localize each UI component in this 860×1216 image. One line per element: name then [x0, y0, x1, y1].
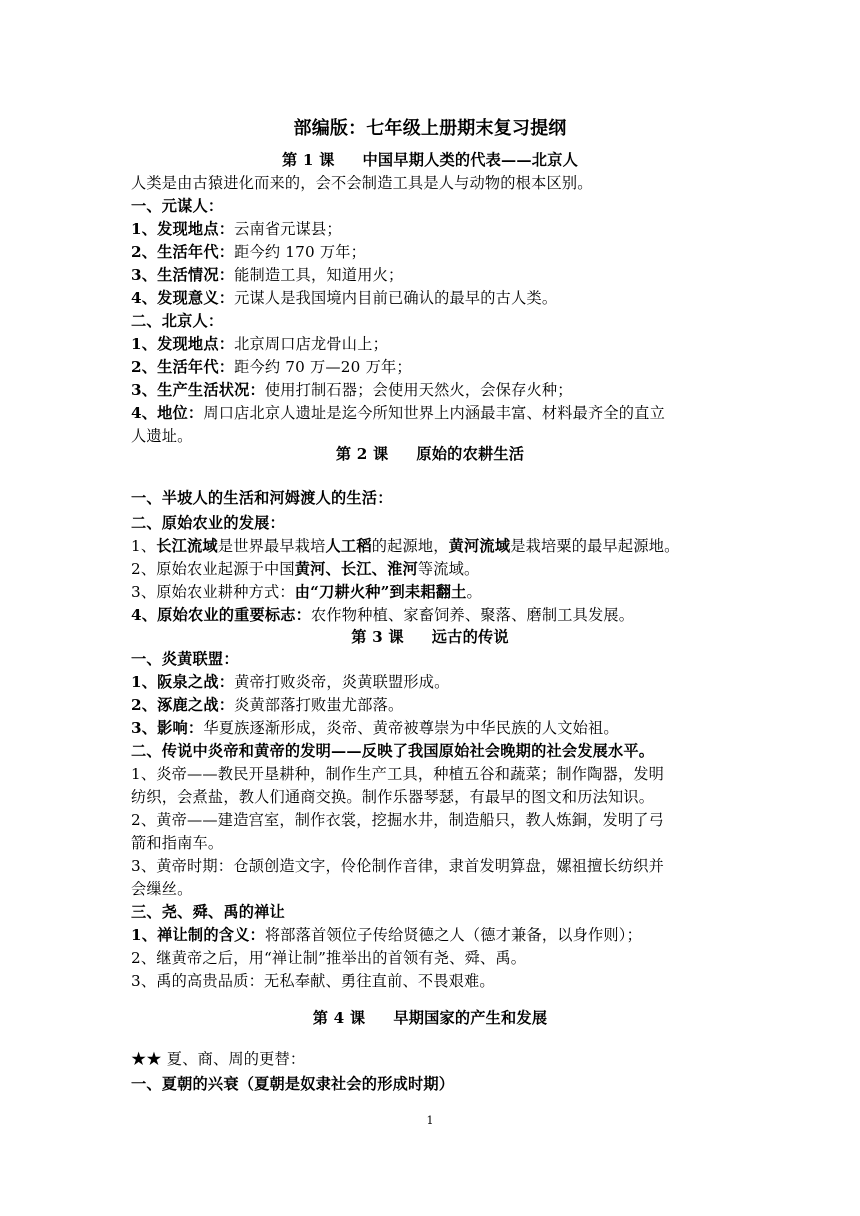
lesson-1-heading — [0, 149, 860, 172]
list-item: 1、长江流域是世界最早栽培人工稻的起源地，黄河流域是栽培粟的最早起源地。 — [131, 537, 680, 555]
list-item: 2、原始农业起源于中国黄河、长江、淮河等流域。 — [131, 560, 480, 578]
list-item: 2、生活年代：距今约 70 万—20 万年； — [131, 358, 412, 376]
list-item: 1、禅让制的含义：将部落首领位子传给贤德之人（德才兼备，以身作则）； — [131, 926, 642, 944]
list-item: 3、禹的高贵品质：无私奉献、勇往直前、不畏艰难。 — [131, 972, 495, 990]
section-heading: 二、原始农业的发展： — [131, 514, 285, 532]
lesson-number: 第 4 课 — [312, 1009, 366, 1027]
list-item-continuation: 人遗址。 — [131, 427, 193, 445]
lesson-2-heading — [0, 443, 860, 466]
list-item: 1、阪泉之战：黄帝打败炎帝，炎黄联盟形成。 — [131, 673, 450, 691]
lesson-number: 第 1 课 — [282, 151, 335, 169]
section-heading: 一、半坡人的生活和河姆渡人的生活： — [131, 489, 393, 507]
lesson-name: 原始的农耕生活 — [416, 445, 525, 463]
lesson-number: 第 3 课 — [351, 628, 404, 646]
section-heading: 三、尧、舜、禹的禅让 — [131, 903, 285, 921]
paragraph: 人类是由古猿进化而来的，会不会制造工具是人与动物的根本区别。 — [131, 174, 593, 192]
list-item: 2、生活年代：距今约 170 万年； — [131, 243, 367, 261]
list-item: 4、发现意义：元谋人是我国境内目前已确认的最早的古人类。 — [131, 289, 558, 307]
paragraph: 会缫丝。 — [131, 880, 193, 898]
section-heading: 一、夏朝的兴衰（夏朝是奴隶社会的形成时期） — [131, 1075, 455, 1093]
lesson-name: 早期国家的产生和发展 — [393, 1009, 548, 1027]
list-item: 3、生产生活状况：使用打制石器；会使用天然火，会保存火种； — [131, 381, 573, 399]
lesson-4-heading — [0, 1007, 860, 1030]
list-item: 4、原始农业的重要标志：农作物种植、家畜饲养、聚落、磨制工具发展。 — [131, 606, 635, 624]
section-heading: 一、元谋人： — [131, 197, 224, 215]
list-item: 2、继黄帝之后，用“禅让制”推举出的首领有尧、舜、禹。 — [131, 949, 527, 967]
star-icon: ★★ — [131, 1050, 162, 1068]
section-heading: 二、传说中炎帝和黄帝的发明——反映了我国原始社会晚期的社会发展水平。 — [131, 742, 655, 760]
star-heading: ★★ 夏、商、周的更替： — [131, 1050, 306, 1068]
section-heading: 一、炎黄联盟： — [131, 650, 239, 668]
list-item: 2、涿鹿之战：炎黄部落打败蚩尤部落。 — [131, 696, 404, 714]
lesson-name: 中国早期人类的代表——北京人 — [362, 151, 578, 169]
section-heading: 二、北京人： — [131, 312, 224, 330]
list-item: 3、原始农业耕种方式：由“刀耕火种”到耒耜翻土。 — [131, 583, 482, 601]
paragraph: 3、黄帝时期：仓颉创造文字，伶伦制作音律，隶首发明算盘，嫘祖擅长纺织并 — [131, 857, 665, 875]
list-item: 4、地位：周口店北京人遗址是迄今所知世界上内涵最丰富、材料最齐全的直立 — [131, 404, 665, 422]
paragraph: 1、炎帝——教民开垦耕种，制作生产工具，种植五谷和蔬菜；制作陶器，发明 — [131, 765, 665, 783]
lesson-name: 远古的传说 — [431, 628, 509, 646]
paragraph: 2、黄帝——建造宫室，制作衣裳，挖掘水井，制造船只，教人炼銅，发明了弓 — [131, 811, 665, 829]
paragraph: 纺织，会煮盐，教人们通商交换。制作乐器琴瑟，有最早的图文和历法知识。 — [131, 788, 655, 806]
list-item: 3、生活情况：能制造工具，知道用火； — [131, 266, 404, 284]
lesson-3-heading — [0, 626, 860, 649]
paragraph: 箭和指南车。 — [131, 834, 224, 852]
list-item: 1、发现地点：北京周口店龙骨山上； — [131, 335, 388, 353]
list-item: 1、发现地点：云南省元谋县； — [131, 220, 342, 238]
lesson-number: 第 2 课 — [335, 445, 389, 463]
document-title: 部编版：七年级上册期末复习提纲 — [293, 118, 567, 139]
list-item: 3、影响：华夏族逐渐形成，炎帝、黄帝被尊崇为中华民族的人文始祖。 — [131, 719, 619, 737]
page-number: 1 — [426, 1114, 434, 1127]
